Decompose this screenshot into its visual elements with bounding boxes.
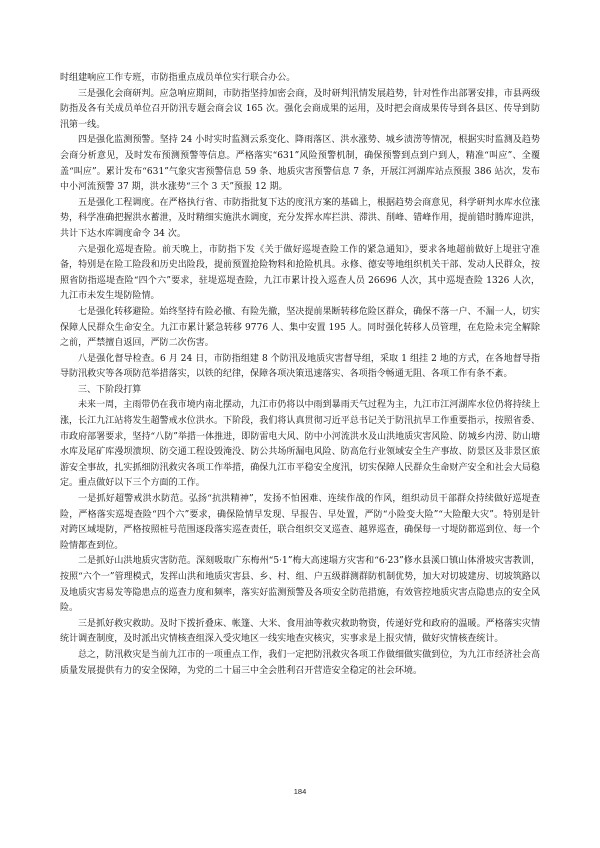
paragraph-outlook: 未来一周，主雨带仍在我市境内南北摆动，九江市仍将以中雨到暴雨天气过程为主，九江市江河湖库水位仍将持续上涨，长江九江站将发生超警戒水位洪水。下阶段，我们将认真贯彻习近平总书记关于防汛抗旱工作重要指示，按照省委、市政府部署要求，坚持“八防”举措一体推进，即防雷电大风、防中小河流洪水及山洪地质灾害风险、防城乡内涝、防山塘水库及尾矿库漫坝溃坝、防交通工程设毁淹没、防公共场所漏电风险、防高危行业领域安全生产事故、防景区及非景区旅游安全事故，扎实抓细防汛救灾各项工作举措，确保九江市平稳安全度汛，切实保障人民群众生命财产安全和社会大局稳定。重点做好以下三个方面的工作。 [60, 400, 540, 489]
paragraph-geological-hazards: 二是抓好山洪地质灾害防范。深刻吸取广东梅州“5·1”梅大高速塌方灾害和“6·23”修水县溪口镇山体滑坡灾害教训，按照“六个一”管理模式，发挥山洪和地质灾害县、乡、村、组、户五级群测群防机制优势，加大对切坡建房、切坡筑路以及地质灾害易发等隐患点的巡查力度和频率，落实好监测预警及各项安全防范措施，有效管控地质灾害点隐患点的安全风险。 [60, 556, 540, 614]
paragraph-consultation: 三是强化会商研判。应急响应期间，市防指坚持加密会商，及时研判汛情发展趋势，针对性作出部署安排，市县两级防指及各有关成员单位召开防汛专题会商会议 165 次。强化会商成果的运用，及时把会商成果传导到各县区、传导到防汛第一线。 [60, 88, 540, 130]
paragraph-relief: 三是抓好救灾救助。及时下拨折叠床、帐篷、大米、食用油等救灾救助物资，传递好党和政府的温暖。严格落实灾情统计调查制度，及时派出灾情核查组深入受灾地区一线实地查灾核灾，实事求是上报灾情，做好灾情核查统计。 [60, 618, 540, 645]
paragraph-evacuation: 七是强化转移避险。始终坚持有险必撤、有险先撤，坚决提前果断转移危险区群众，确保不落一户、不漏一人，切实保障人民群众生命安全。九江市累计紧急转移 9776 人、集中安置 195 人。同时强化转移人员管理，在危险未完全解除之前，严禁擅自返回，严防二次伤害。 [60, 306, 540, 349]
paragraph-supervision: 八是强化督导检查。6 月 24 日，市防指组建 8 个防汛及地质灾害督导组，采取 1 组挂 2 地的方式，在各地督导指导防汛救灾等各项防范举措落实，以铁的纪律，保障各项决策迅速落实、各项指令畅通无阻、各项工作有条不紊。 [60, 353, 540, 380]
page-number: 184 [293, 787, 307, 796]
paragraph-continuation: 时组建响应工作专班，市防指重点成员单位实行联合办公。 [60, 73, 296, 83]
paragraph-engineering-dispatch: 五是强化工程调度。在严格执行省、市防指批复下达的度汛方案的基础上，根据趋势会商意见，科学研判水库水位涨势，科学准确把握洪水蓄泄，及时精细实施洪水调度，充分发挥水库拦洪、滞洪、削峰、错峰作用，提前错时腾库迎洪，共计下达水库调度命令 34 次。 [60, 197, 540, 239]
document-body [60, 71, 540, 679]
paragraph-monitoring-warning: 四是强化监测预警。坚持 24 小时实时监测云系变化、降雨落区、洪水涨势、城乡渍涝等情况，根据实时监测及趋势会商分析意见，及时发布预测预警等信息。严格落实“631”风险预警机制，确保预警到点到户到人，精准“叫应”、全覆盖“叫应”。累计发布“631”气象灾害预警信息 59 条、地质灾害预警信息 7 条，开展江河湖库站点预报 386 站次，发布中小河流预警 37 期，洪水涨势“三个 3 天”预报 12 期。 [60, 135, 540, 193]
paragraph-levee-patrol: 六是强化巡堤查险。前天晚上，市防指下发《关于做好巡堤查险工作的紧急通知》，要求各地超前做好上堤驻守准备，特别是在险工险段和历史出险段，提前预置抢险物料和抢险机具。永修、德安等地组织机关干部、发动人民群众，按照省防指巡堤查险“四个六”要求，驻堤巡堤查险，九江市累计投入巡查人员 26696 人次，其中巡堤查险 1326 人次，九江市未发生堤防险情。 [60, 244, 540, 302]
paragraph-conclusion: 总之，防汛救灾是当前九江市的一项重点工作，我们一定把防汛救灾各项工作做细做实做到位，为九江市经济社会高质量发展提供有力的安全保障，为党的二十届三中全会胜利召开营造安全稳定的社会环境。 [60, 649, 540, 676]
section-heading-next-steps: 三、下阶段打算 [78, 384, 142, 395]
paragraph-flood-prevention: 一是抓好超警戒洪水防范。弘扬“抗洪精神”，发扬不怕困难、连续作战的作风，组织动员干部群众持续做好巡堤查险，严格落实巡堤查险“四个六”要求，确保险情早发现、早报告、早处置，严防“小险变大险”“大险酿大灾”。特别是针对跨区域堤防，严格按照桩号范围逐段落实巡查责任，联合组织交叉巡查、越界巡查，确保每一寸堤防都巡到位、每一个险情都查到位。 [60, 494, 540, 551]
